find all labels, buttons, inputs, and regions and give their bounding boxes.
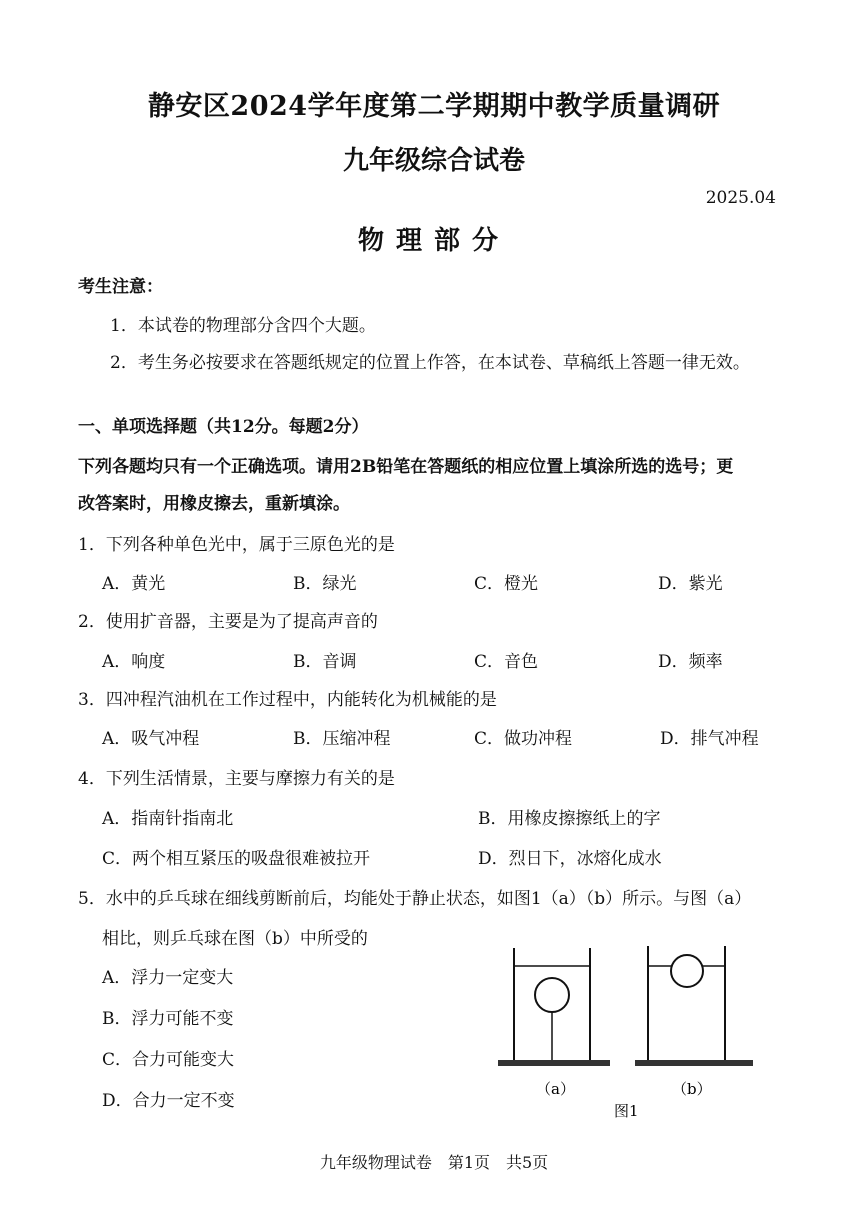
figure-1 — [490, 940, 770, 1130]
ping-pong-ball — [671, 955, 703, 987]
figure-caption: 图1 — [614, 1102, 639, 1120]
figure-label-a: （a） — [536, 1080, 575, 1098]
part1-instruction: 下列各题均只有一个正确选项。请用2B铅笔在答题纸的相应位置上填涂所选的选号；更 — [78, 457, 734, 477]
option-d: D．紫光 — [658, 574, 723, 594]
option-b: B．用橡皮擦擦纸上的字 — [478, 809, 661, 829]
ground — [635, 1060, 753, 1066]
option-a: A．黄光 — [102, 574, 166, 594]
option-d: D．排气冲程 — [660, 729, 759, 749]
exam-subtitle: 九年级综合试卷 — [342, 146, 525, 176]
figure-label-b: （b） — [672, 1080, 712, 1098]
option-b: B．浮力可能不变 — [102, 1009, 234, 1029]
figure-b-beaker — [635, 946, 753, 1066]
option-c: C．两个相互紧压的吸盘很难被拉开 — [102, 849, 371, 869]
question-stem: 5．水中的乒乓球在细线剪断前后，均能处于静止状态，如图1（a）（b）所示。与图（a） — [78, 889, 752, 909]
question-stem: 2．使用扩音器，主要是为了提高声音的 — [78, 612, 378, 632]
option-c: C．合力可能变大 — [102, 1050, 235, 1070]
option-b: B．压缩冲程 — [293, 729, 391, 749]
option-a: A．吸气冲程 — [102, 729, 200, 749]
option-d: D．频率 — [658, 652, 723, 672]
option-a: A．响度 — [102, 652, 166, 672]
notice-heading: 考生注意： — [78, 277, 163, 297]
page-footer: 九年级物理试卷 第1页 共5页 — [319, 1153, 549, 1172]
question-stem: 3．四冲程汽油机在工作过程中，内能转化为机械能的是 — [78, 690, 497, 710]
option-d: D．烈日下，冰熔化成水 — [478, 849, 662, 869]
ping-pong-ball — [535, 978, 569, 1012]
question-stem: 4．下列生活情景，主要与摩擦力有关的是 — [78, 769, 395, 789]
part1-instruction: 改答案时，用橡皮擦去，重新填涂。 — [78, 494, 350, 514]
option-d: D．合力一定不变 — [102, 1091, 235, 1111]
option-b: B．绿光 — [293, 574, 357, 594]
option-a: A．指南针指南北 — [102, 809, 234, 829]
question-stem: 1．下列各种单色光中，属于三原色光的是 — [78, 535, 395, 555]
figure-a-beaker — [498, 948, 610, 1066]
option-b: B．音调 — [293, 652, 357, 672]
exam-title: 静安区2024学年度第二学期期中教学质量调研 — [147, 91, 721, 122]
exam-date: 2025.04 — [705, 188, 776, 208]
option-c: C．橙光 — [474, 574, 539, 594]
ground — [498, 1060, 610, 1066]
option-c: C．做功冲程 — [474, 729, 573, 749]
notice-item: 2．考生务必按要求在答题纸规定的位置上作答，在本试卷、草稿纸上答题一律无效。 — [110, 353, 750, 373]
option-c: C．音色 — [474, 652, 539, 672]
option-a: A．浮力一定变大 — [102, 968, 234, 988]
notice-item: 1．本试卷的物理部分含四个大题。 — [110, 316, 376, 336]
part1-heading: 一、单项选择题（共12分。每题2分） — [78, 417, 369, 437]
question-stem-continued: 相比，则乒乓球在图（b）中所受的 — [102, 929, 368, 949]
section-title: 物理部分 — [357, 226, 510, 256]
